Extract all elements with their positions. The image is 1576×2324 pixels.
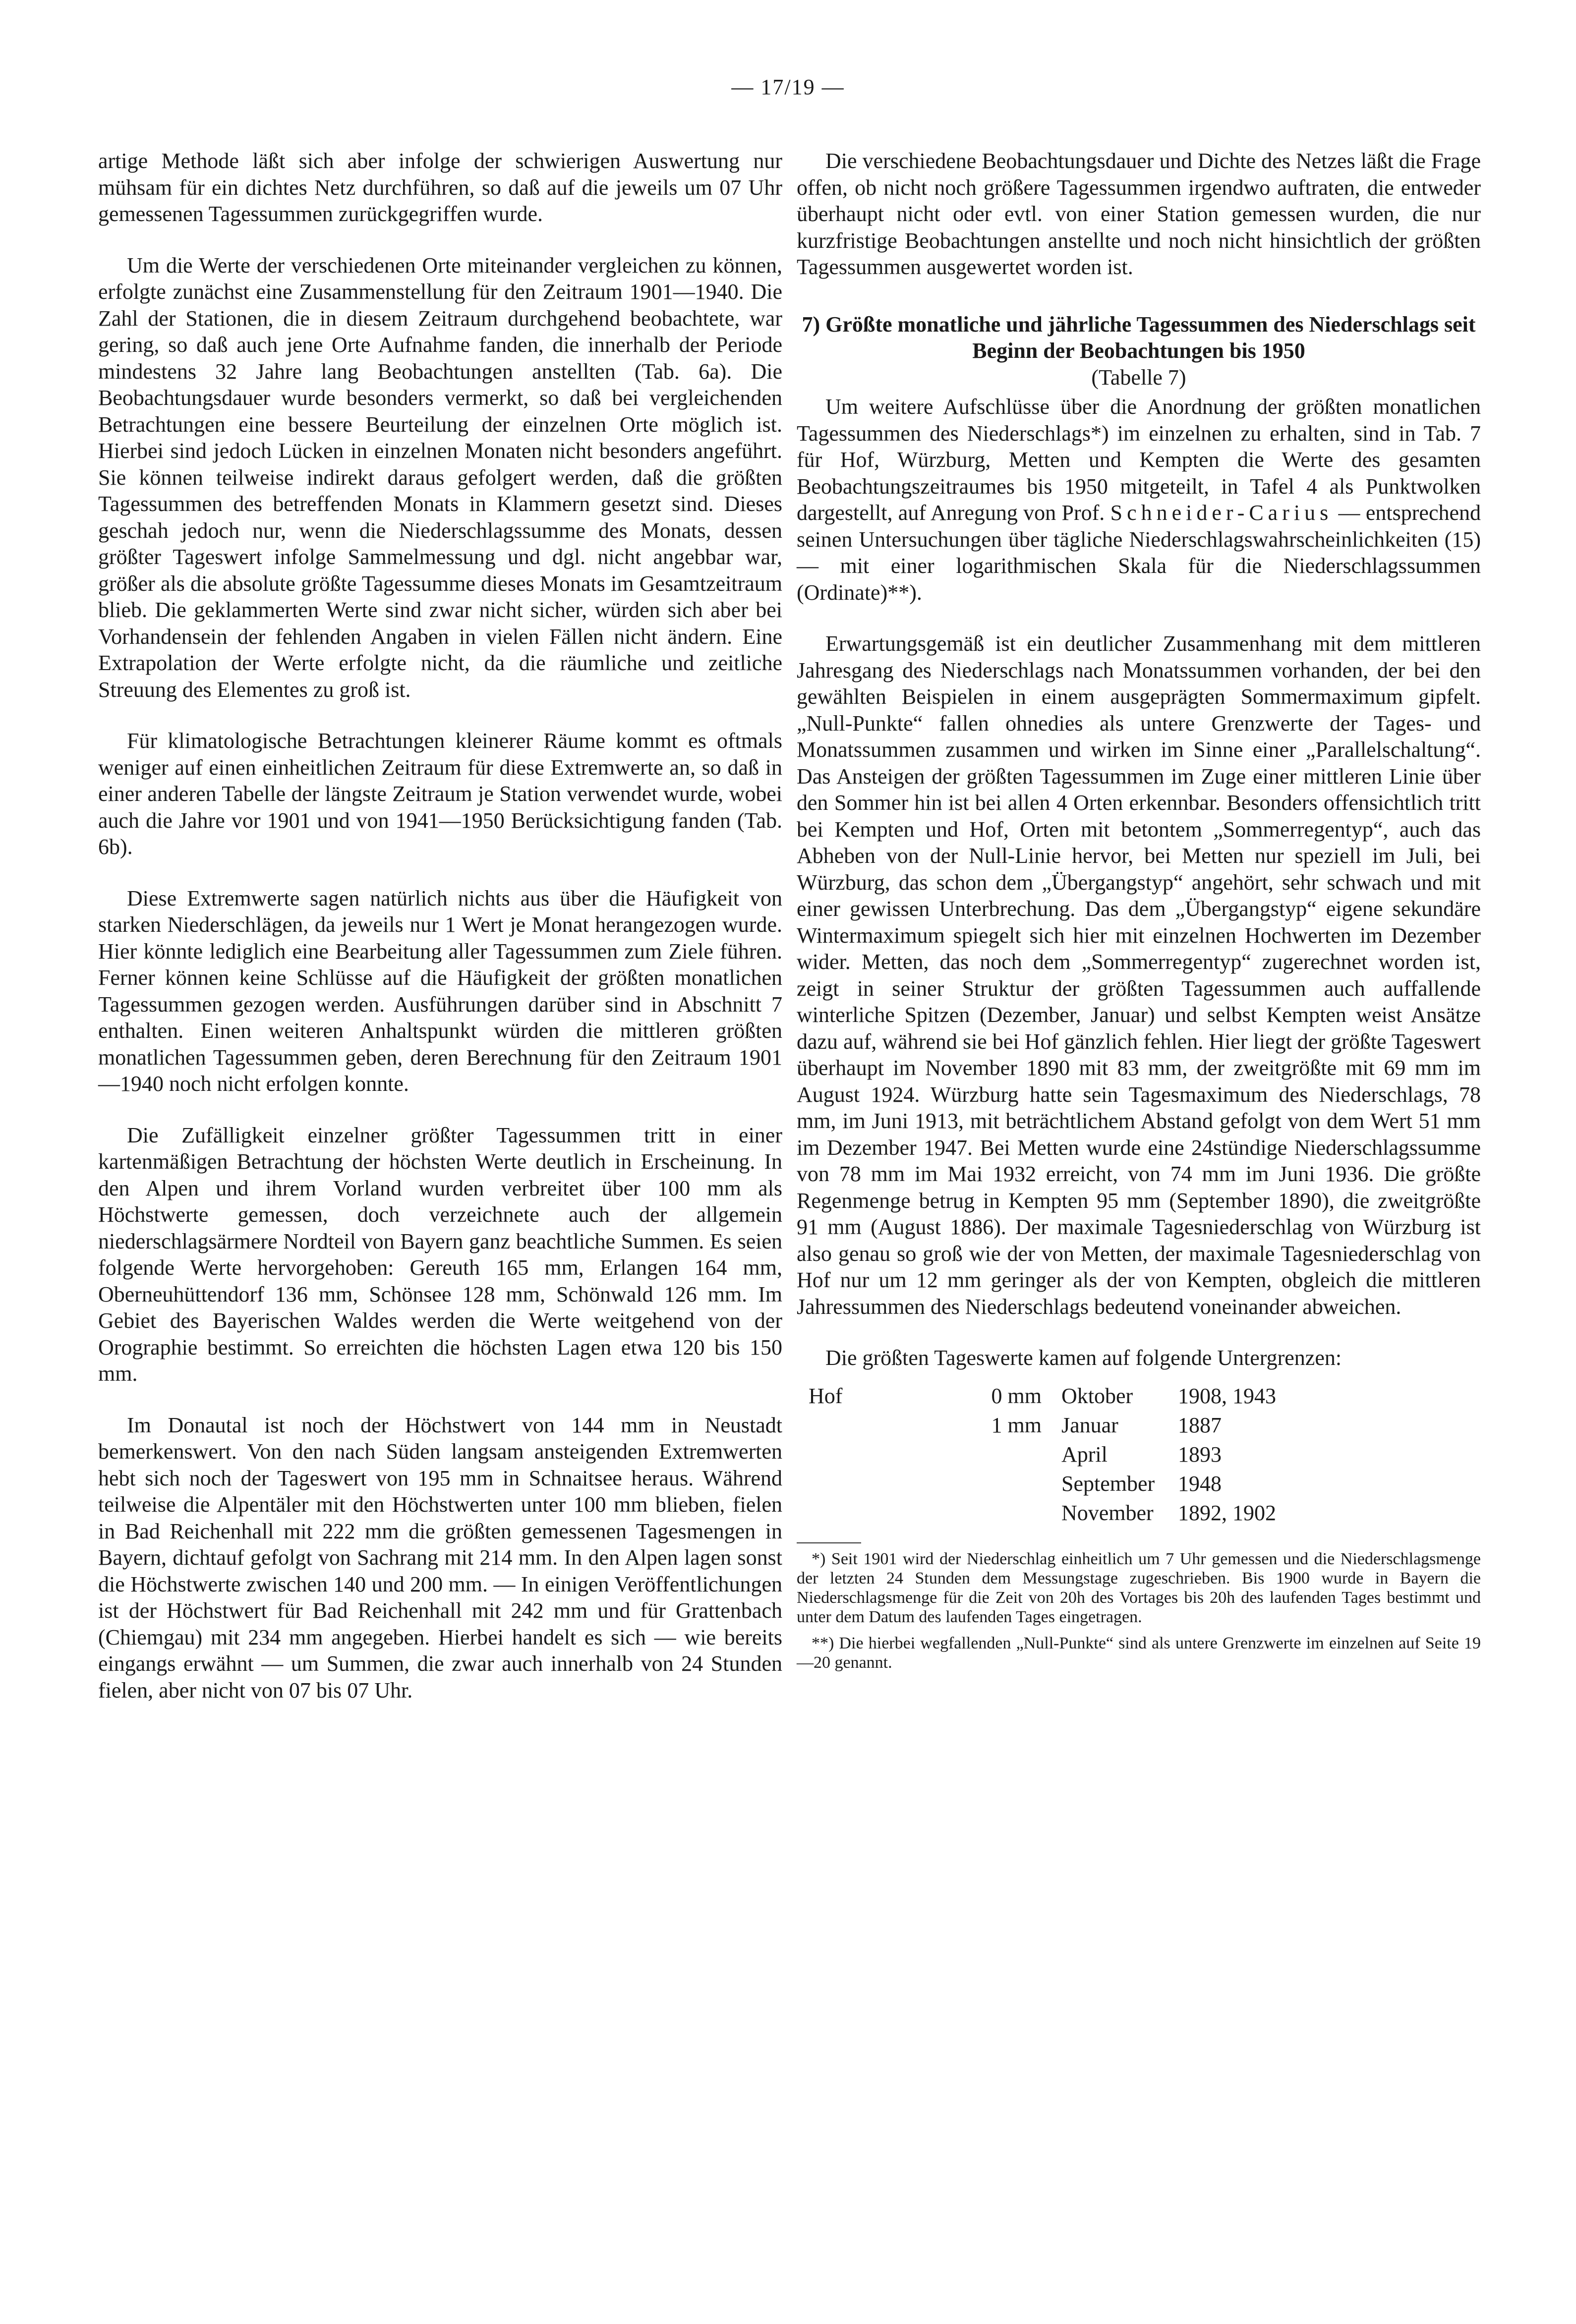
limit-value: 0 mm	[991, 1383, 1042, 1408]
limit-value: 1 mm	[991, 1413, 1042, 1437]
paragraph: Die verschiedene Beobachtungsdauer und Dichte des Netzes läßt die Frage offen, ob nicht noch größere Tagessummen irgendwo auftraten, die entweder überhaupt nicht oder evtl. von einer Station gemessen wurden, die nur kurzfristige Beobachtungen anstellte und noch nicht hinsichtlich der größten Tagessummen ausgewertet worden ist.	[797, 149, 1481, 279]
list-item	[797, 1411, 1481, 1440]
years: 1908, 1943	[1178, 1383, 1276, 1408]
footnote: **) Die hierbei wegfallenden „Null-Punkte“ sind als untere Grenzwerte im einzelnen auf Seite 19—20 genannt.	[797, 1634, 1481, 1672]
limit-value	[933, 1440, 1061, 1469]
month-name: Oktober	[1061, 1383, 1133, 1408]
years: 1893	[1178, 1442, 1222, 1467]
paragraph-text: — entsprechend seinen Untersuchungen über tägliche Niederschlagswahrscheinlichkeiten (15) — mit einer logarithmischen Skala für die Niederschlagssummen (Ordinate)**).	[797, 501, 1481, 605]
author-name: Schneider-Carius	[1110, 501, 1333, 525]
footnote-divider	[797, 1542, 861, 1543]
paragraph	[797, 394, 1481, 606]
paragraph: Für klimatologische Betrachtungen kleinerer Räume kommt es oftmals weniger auf einen einheitlichen Zeitraum für diese Extremwerte an, so daß in einer anderen Tabelle der längste Zeitraum je Station verwendet wurde, wobei auch die Jahre vor 1901 und von 1941—1950 Berücksichtigung fanden (Tab. 6b).	[98, 729, 782, 859]
paragraph-text: Um weitere Aufschlüsse über die Anordnung der größten monatlichen Tagessummen des Niederschlags*) im einzelnen zu erhalten, sind in Tab. 7 für Hof, Würzburg, Metten und Kempten die Werte des gesamten Beobachtungszeitraumes bis 1950 mitgeteilt, in Tafel 4 als Punktwolken dargestellt, auf Anregung von Prof.	[797, 395, 1481, 525]
section-heading: 7) Größte monatliche und jährliche Tagessummen des Niederschlags seit Beginn der Beobachtungen bis 1950	[802, 312, 1476, 363]
list-item	[797, 1440, 1481, 1469]
month-name: September	[1061, 1471, 1155, 1496]
list-item	[797, 1469, 1481, 1498]
footnote: *) Seit 1901 wird der Niederschlag einheitlich um 7 Uhr gemessen und die Niederschlagsmenge der letzten 24 Stunden dem Messungstage zugeschrieben. Bis 1900 wurde in Bayern die Niederschlagsmenge für die Zeit von 20h des Vortages bis 20h des laufenden Tages bestimmt und unter dem Datum des laufenden Tages eingetragen.	[797, 1549, 1481, 1626]
station-name	[797, 1469, 933, 1498]
paragraph: Diese Extremwerte sagen natürlich nichts aus über die Häufigkeit von starken Niederschlägen, da jeweils nur 1 Wert je Monat herangezogen wurde. Hier könnte lediglich eine Bearbeitung aller Tagessummen zum Ziele führen. Ferner können keine Schlüsse auf die Häufigkeit der größten monatlichen Tagessummen gezogen werden. Ausführungen darüber sind in Abschnitt 7 enthalten. Einen weiteren Anhaltspunkt würden die mittleren größten monatlichen Tagessummen geben, deren Berechnung für den Zeitraum 1901—1940 noch nicht erfolgen konnte.	[98, 886, 782, 1096]
paragraph: Um die Werte der verschiedenen Orte miteinander vergleichen zu können, erfolgte zunächst eine Zusammenstellung für den Zeitraum 1901—1940. Die Zahl der Stationen, die in diesem Zeitraum durchgehend beobachtete, war gering, so daß auch jene Orte Aufnahme fanden, die innerhalb der Periode mindestens 32 Jahre lang Beobachtungen anstellten (Tab. 6a). Die Beobachtungsdauer wurde besonders vermerkt, so daß bei vergleichenden Betrachtungen eine bessere Beurteilung der einzelnen Orte möglich ist. Hierbei sind jedoch Lücken in einzelnen Monaten nicht besonders angeführt. Sie können teilweise indirekt daraus gefolgert werden, daß die größten Tagessummen des betreffenden Monats in Klammern gesetzt sind. Dieses geschah jedoch nur, wenn die Niederschlagssumme des Monats, dessen größter Tageswert infolge Sammelmessung und dgl. nicht angebbar war, größer als die absolute größte Tagessumme dieses Monats im Gesamtzeitraum blieb. Die geklammerten Werte sind zwar nicht sicher, würden sich aber bei Vorhandensein der fehlenden Angaben in vielen Fällen nicht ändern. Eine Extrapolation der Werte erfolgte nicht, da die räumliche und zeitliche Streuung des Elementes zu groß ist.	[98, 253, 782, 702]
station-name	[797, 1498, 933, 1528]
limit-value	[933, 1469, 1061, 1498]
station-name	[797, 1411, 933, 1440]
month-name: Januar	[1061, 1413, 1118, 1437]
month-name: November	[1061, 1500, 1154, 1525]
page-number: — 17/19 —	[731, 75, 845, 99]
list-item	[797, 1381, 1481, 1411]
paragraph: Die größten Tageswerte kamen auf folgende Untergrenzen:	[825, 1346, 1342, 1370]
paragraph: Die Zufälligkeit einzelner größter Tagessummen tritt in einer kartenmäßigen Betrachtung der höchsten Werte deutlich in Erscheinung. In den Alpen und ihrem Vorland wurden verbreitet über 100 mm als Höchstwerte gemessen, doch verzeichnete auch der allgemein niederschlagsärmere Nordteil von Bayern ganz beachtliche Summen. Es seien folgende Werte hervorgehoben: Gereuth 165 mm, Erlangen 164 mm, Oberneuhüttendorf 136 mm, Schönsee 128 mm, Schönwald 126 mm. Im Gebiet des Bayerischen Waldes werden die Werte weitgehend von der Orographie bestimmt. So erreichten die höchsten Lagen etwa 120 bis 150 mm.	[98, 1123, 782, 1386]
paragraph: Erwartungsgemäß ist ein deutlicher Zusammenhang mit dem mittleren Jahresgang des Niederschlags nach Monatssummen vorhanden, der bei den gewählten Beispielen in einem ausgeprägten Sommermaximum gipfelt. „Null-Punkte“ fallen ohnedies als untere Grenzwerte der Tages- und Monatssummen zusammen und wirken im Sinne einer „Parallelschaltung“. Das Ansteigen der größten Tagessummen im Zuge einer mittleren Linie über den Sommer hin ist bei allen 4 Orten erkennbar. Besonders offensichtlich tritt bei Kempten und Hof, Orten mit betontem „Sommerregentyp“, auch das Abheben von der Null-Linie hervor, bei Metten nur speziell im Juli, bei Würzburg, das schon dem „Übergangstyp“ angehört, sehr schwach und mit einer gewissen Unterbrechung. Das dem „Übergangstyp“ eigene sekundäre Wintermaximum spiegelt sich hier mit einzelnen Hochwerten im Dezember wider. Metten, das noch dem „Sommerregentyp“ zugerechnet worden ist, zeigt in seiner Struktur der größten Tagessummen auch auffallende winterliche Spitzen (Dezember, Januar) und selbst Kempten weist Ansätze dazu auf, während sie bei Hof gänzlich fehlen. Hier liegt der größte Tageswert überhaupt im November 1890 mit 83 mm, der zweitgrößte mit 69 mm im August 1924. Würzburg hatte sein Tagesmaximum des Niederschlags, 78 mm, im Juni 1913, mit beträchtlichem Abstand gefolgt von dem Wert 51 mm im Dezember 1947. Bei Metten wurde eine 24stündige Niederschlagssumme von 78 mm im Mai 1932 erreicht, von 74 mm im Juni 1936. Die größte Regenmenge betrug in Kempten 95 mm (September 1890), die zweitgrößte 91 mm (August 1886). Der maximale Tagesniederschlag von Würzburg ist also genau so groß wie der von Metten, der maximale Tagesniederschlag von Hof nur um 12 mm geringer als der von Kempten, obgleich die mittleren Jahressummen des Niederschlags bedeutend voneinander abweichen.	[797, 631, 1481, 1319]
left-column	[98, 148, 782, 1728]
years: 1887	[1178, 1413, 1222, 1437]
right-column	[797, 148, 1481, 1679]
years: 1892, 1902	[1178, 1500, 1276, 1525]
station-name: Hof	[809, 1383, 843, 1408]
section-subheading: (Tabelle 7)	[1091, 365, 1186, 390]
station-name	[797, 1440, 933, 1469]
limit-value	[933, 1498, 1061, 1528]
years: 1948	[1178, 1471, 1222, 1496]
paragraph: Im Donautal ist noch der Höchstwert von 144 mm in Neustadt bemerkenswert. Von den nach Süden langsam ansteigenden Extremwerten hebt sich noch der Tageswert von 195 mm in Schnaitsee heraus. Während teilweise die Alpentäler mit den Höchstwerten unter 100 mm blieben, fielen in Bad Reichenhall mit 222 mm die größten gemessenen Tagesmengen in Bayern, dichtauf gefolgt von Sachrang mit 214 mm. In den Alpen lagen sonst die Höchstwerte zwischen 140 und 200 mm. — In einigen Veröffentlichungen ist der Höchstwert für Bad Reichenhall mit 242 mm und für Grattenbach (Chiemgau) mit 234 mm angegeben. Hierbei handelt es sich — wie bereits eingangs erwähnt — um Summen, die zwar auch innerhalb von 24 Stunden fielen, aber nicht von 07 bis 07 Uhr.	[98, 1413, 782, 1702]
list-item	[797, 1498, 1481, 1528]
month-name: April	[1061, 1442, 1108, 1467]
lower-limits-list	[797, 1381, 1481, 1528]
paragraph: artige Methode läßt sich aber infolge der schwierigen Auswertung nur mühsam für ein dichtes Netz durchführen, so daß auf die jeweils um 07 Uhr gemessenen Tagessummen zurückgegriffen wurde.	[98, 149, 782, 226]
